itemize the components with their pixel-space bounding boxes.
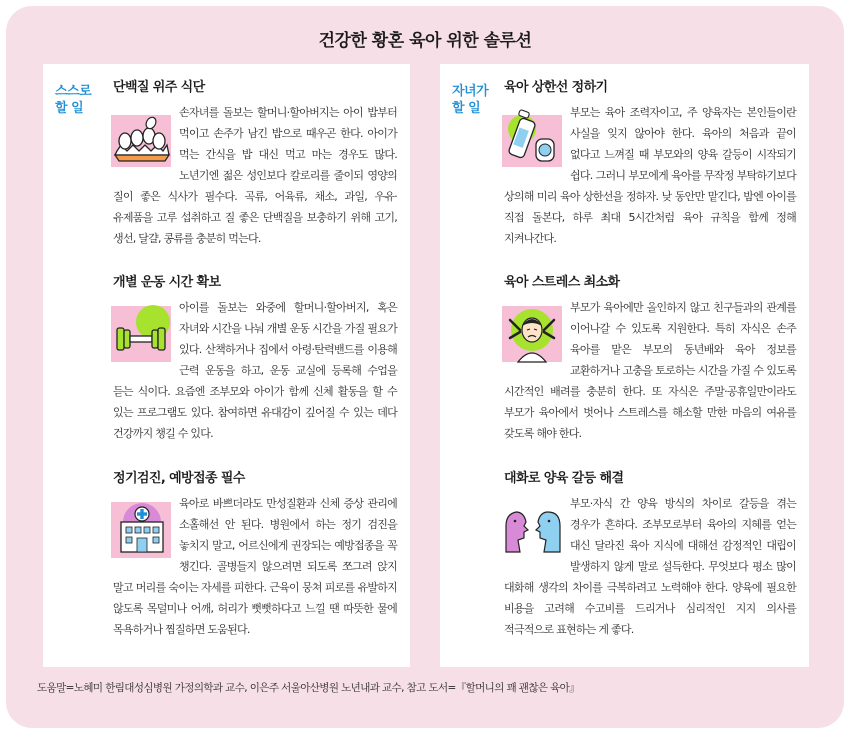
credits-footer: 도움말=노혜미 한림대성심병원 가정의학과 교수, 이은주 서울아산병원 노년내과 교수, 참고 도서=『할머니의 꽤 괜찮은 육아』 bbox=[37, 682, 580, 694]
section-checkup-vaccination: 정기검진, 예방접종 필수 육아로 바쁘더라도 만성질환과 신체 증상 관리에 소홀해선 안 된다. 병원에서 하는 정기 검진을 놓치지 말고, 어르신에게 권장되는 예방접종을 꼭 챙긴다. 골병들지 않으려면 되도록 쪼그려 앉지 말고 머리를 숙이는 자세를 피한다. 근육이 뭉쳐 피로를 유발하지 않도록 목덜미나 어깨, 허리가 뻣뻣하다고 느낄 땐 따뜻한 물에 목욕하거나 찜질하면 도움된다. bbox=[113, 471, 397, 636]
conversation-icon bbox=[502, 496, 564, 560]
section-title: 정기검진, 예방접종 필수 bbox=[113, 471, 245, 486]
section-exercise-time: 개별 운동 시간 확보 아이를 돌보는 와중에 할머니·할아버지, 혹은 자녀와 시간을 나눠 개별 운동 시간을 가질 필요가 있다. 산책하거나 집에서 아령·탄력밴드를 이용해 근력 운동을 하고, 운동 교실에 등록해 수업을 듣는 식이다. 요즘엔 조부모와 아이가 함께 신체 활동을 할 수 있는 프로그램도 있다. 참여하면 유대감이 깊어질 수 있는 데다 건강까지 챙길 수 있다. bbox=[113, 275, 397, 440]
children-role-label: 자녀가 할 일 bbox=[452, 84, 489, 116]
hospital-icon bbox=[111, 496, 173, 560]
dumbbell-icon bbox=[111, 300, 173, 364]
section-childcare-limit: 육아 상한선 정하기 부모는 육아 조력자이고, 주 양육자는 본인들이란 사실을 잊지 않아야 한다. 육아의 처음과 끝이 없다고 느껴질 때 부모와의 양육 갈등이 시작되기 쉽다. 그러니 부모에게 육아를 무작정 부탁하기보다 상의해 미리 육아 상한선을 정하자. 낮 동안만 맡긴다, 밤엔 아이를 직접 돌본다, 하루 최대 5시간처럼 육아 규칙을 함께 정해 지켜나간다. bbox=[504, 80, 796, 245]
section-title: 개별 운동 시간 확보 bbox=[113, 275, 221, 290]
section-title: 육아 스트레스 최소화 bbox=[504, 275, 620, 290]
self-care-label: 스스로 할 일 bbox=[55, 84, 92, 116]
section-stress-relief: 육아 스트레스 최소화 부모가 육아에만 올인하지 않고 친구들과의 관계를 이어나갈 수 있도록 지원한다. 특히 자식은 손주 육아를 맡은 부모의 동년배와 육아 정보를 교환하거나 고충을 토로하는 시간을 가질 수 있도록 시간적인 배려를 충분히 한다. 또 자식은 주말·공휴일만이라도 부모가 육아에서 벗어나 스트레스를 해소할 만한 마음의 여유를 갖도록 해야 한다. bbox=[504, 275, 796, 440]
baby-bottle-icon bbox=[502, 105, 564, 169]
stressed-person-icon bbox=[502, 300, 564, 364]
section-conflict-resolution: 대화로 양육 갈등 해결 부모·자식 간 양육 방식의 차이로 갈등을 겪는 경우가 흔하다. 조부모로부터 육아의 지혜를 얻는 대신 달라진 육아 지식에 대해선 감정적인 대립이 발생하지 않게 말로 설득한다. 무엇보다 평소 많이 대화해 생각의 차이를 극복하려고 노력해야 한다. 양육에 필요한 비용을 고려해 수고비를 드리거나 심리적인 지지 의사를 적극적으로 표현하는 게 좋다. bbox=[504, 471, 796, 636]
section-title: 대화로 양육 갈등 해결 bbox=[504, 471, 624, 486]
eggs-icon bbox=[111, 105, 173, 169]
section-protein-diet: 단백질 위주 식단 손자녀를 돌보는 할머니·할아버지는 아이 밥부터 먹이고 손주가 남긴 밥으로 때우곤 한다. 아이가 먹는 간식을 밥 대신 먹고 마는 경우도 많다. 노년기엔 젊은 성인보다 칼로리를 줄이되 영양의 질이 좋은 식사가 필수다. 곡류, 어육류, 채소, 과일, 우유·유제품을 고루 섭취하고 질 좋은 단백질을 보충하기 위해 고기, 생선, 달걀, 콩류를 충분히 먹는다. bbox=[113, 80, 397, 245]
infographic-frame bbox=[6, 6, 844, 728]
self-care-panel bbox=[43, 64, 410, 667]
page-title: 건강한 황혼 육아 위한 솔루션 bbox=[318, 31, 532, 51]
children-role-panel bbox=[440, 64, 809, 667]
section-title: 육아 상한선 정하기 bbox=[504, 80, 608, 95]
section-title: 단백질 위주 식단 bbox=[113, 80, 205, 95]
